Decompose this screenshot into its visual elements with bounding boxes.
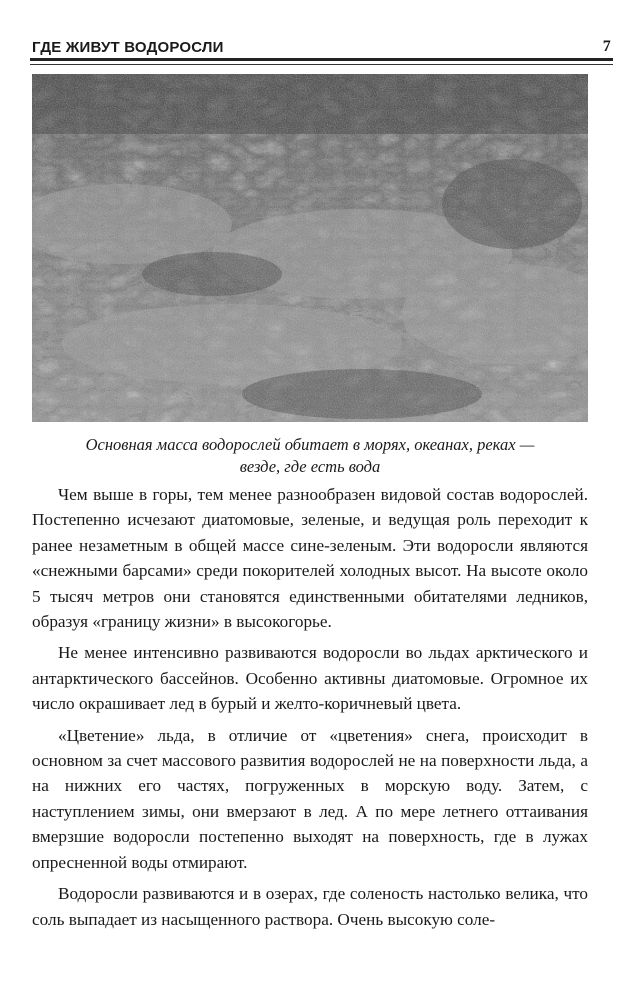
paragraph: Чем выше в горы, тем менее разнообразен видовой состав водорослей. Постепенно исчезают диатомовые, зеленые, и ведущая роль переходит к ранее незаметным в общей массе сине-зеленым. Эти водоросли являются «снежными барсами» среди покорителей холодных высот. На высоте около 5 тысяч метров они становятся единственными обитателями ледников, образуя «границу жизни» в высокогорье.: [32, 485, 588, 632]
paragraph: «Цветение» льда, в отличие от «цветения» снега, происходит в основном за счет массового развития водорослей не на поверхности льда, а на нижних его частях, погруженных в морскую воду. Затем, с наступлением зимы, они вмерзают в лед. А по мере летнего оттаивания вмерзшие водоросли постепенно выходят на поверхность, где в лужах опресненной воды отмирают.: [32, 725, 588, 872]
header-rule-thin: [30, 64, 613, 65]
figure-caption: [40, 434, 580, 478]
body-text: [32, 482, 588, 938]
chapter-title: ГДЕ ЖИВУТ ВОДОРОСЛИ: [32, 39, 224, 56]
algae-photo: [32, 74, 588, 422]
paragraph: Водоросли развиваются и в озерах, где соленость настолько велика, что соль выпадает из насыщенного раствора. Очень высокую соле-: [32, 884, 588, 929]
page-number: 7: [602, 38, 611, 55]
paragraph: Не менее интенсивно развиваются водоросли во льдах арктического и антарктического бассейнов. Особенно активны диатомовые. Огромное их число окрашивает лед в бурый и желто-коричневый цвета.: [32, 643, 588, 714]
running-header: [32, 34, 611, 56]
caption-line-2: везде, где есть вода: [239, 457, 381, 476]
caption-line-1: Основная масса водорослей обитает в морях, океанах, реках —: [85, 435, 535, 454]
header-rule-thick: [30, 58, 613, 61]
